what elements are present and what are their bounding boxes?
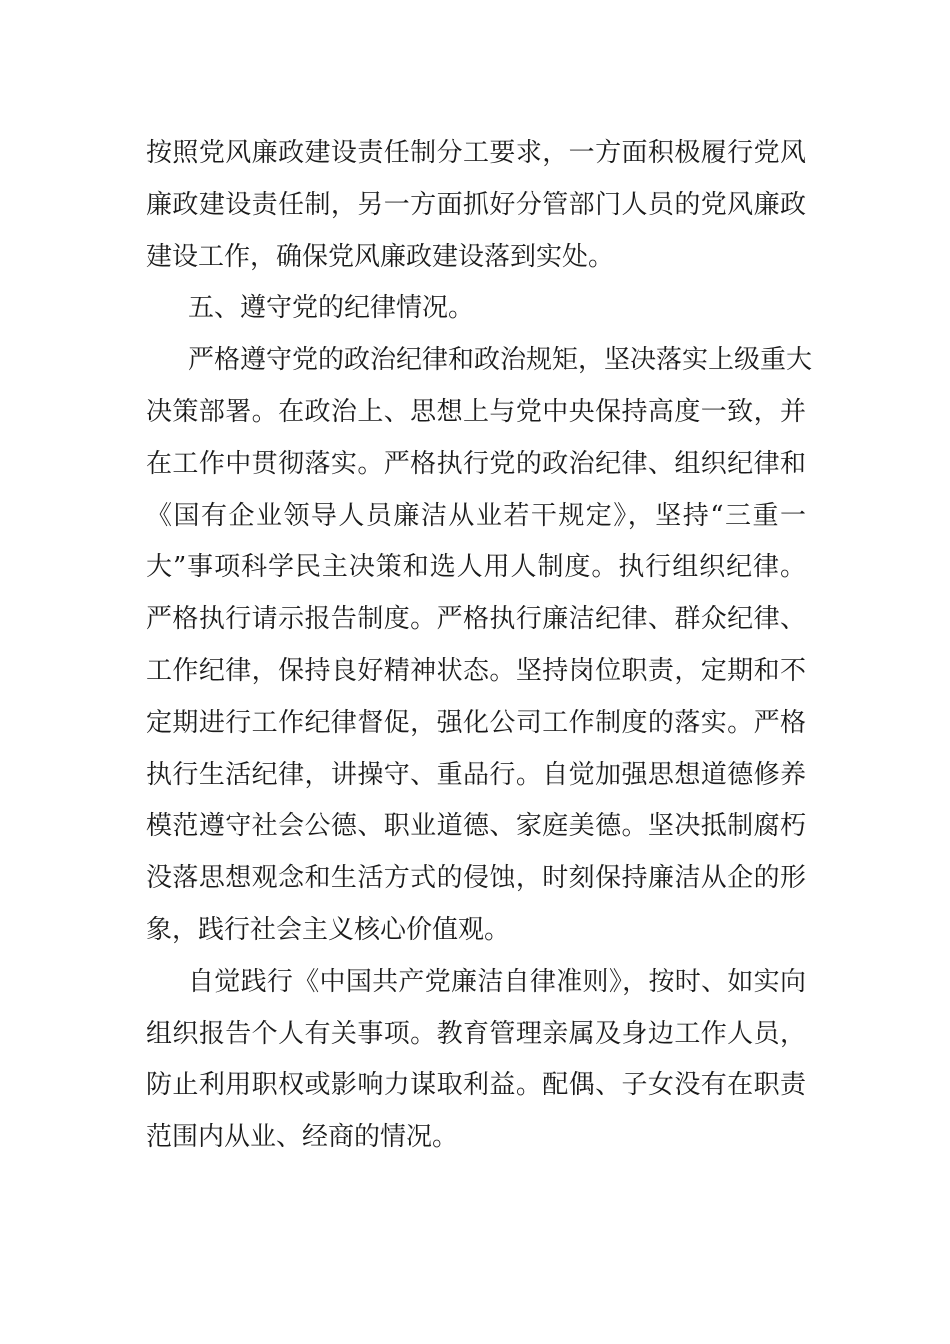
document-body [146,128,813,1164]
text-line: 严格遵守党的政治纪律和政治规矩，坚决落实上级重大 [188,345,813,376]
text-line: 按照党风廉政建设责任制分工要求，一方面积极履行党风 [146,138,806,168]
section-heading: 五、遵守党的纪律情况。 [188,293,475,324]
text-line: 廉政建设责任制，另一方面抓好分管部门人员的党风廉政 [146,189,806,220]
text-line: 象，践行社会主义核心价值观。 [146,914,511,945]
text-line: 在工作中贯彻落实。严格执行党的政治纪律、组织纪律和 [146,448,806,479]
text-line: 执行生活纪律，讲操守、重品行。自觉加强思想道德修养 [146,759,806,790]
text-line: 建设工作，确保党风廉政建设落到实处。 [146,241,615,272]
text-line: 没落思想观念和生活方式的侵蚀，时刻保持廉洁从企的形 [146,863,806,894]
text-line: 自觉践行《中国共产党廉洁自律准则》，按时、如实向 [188,966,806,997]
text-line: 模范遵守社会公德、职业道德、家庭美德。坚决抵制腐朽 [146,811,806,842]
text-line: 决策部署。在政治上、思想上与党中央保持高度一致，并 [146,396,806,427]
text-line: 范围内从业、经商的情况。 [146,1122,459,1153]
text-line: 严格执行请示报告制度。严格执行廉洁纪律、群众纪律、 [146,604,806,635]
text-line: 组织报告个人有关事项。教育管理亲属及身边工作人员， [146,1018,806,1049]
text-line: 定期进行工作纪律督促，强化公司工作制度的落实。严格 [146,707,806,738]
text-line: 《国有企业领导人员廉洁从业若干规定》，坚持“三重一 [146,500,806,531]
text-line: 工作纪律，保持良好精神状态。坚持岗位职责，定期和不 [146,655,806,686]
text-line: 防止利用职权或影响力谋取利益。配偶、子女没有在职责 [146,1070,806,1101]
text-line: 大”事项科学民主决策和选人用人制度。执行组织纪律。 [146,552,806,583]
